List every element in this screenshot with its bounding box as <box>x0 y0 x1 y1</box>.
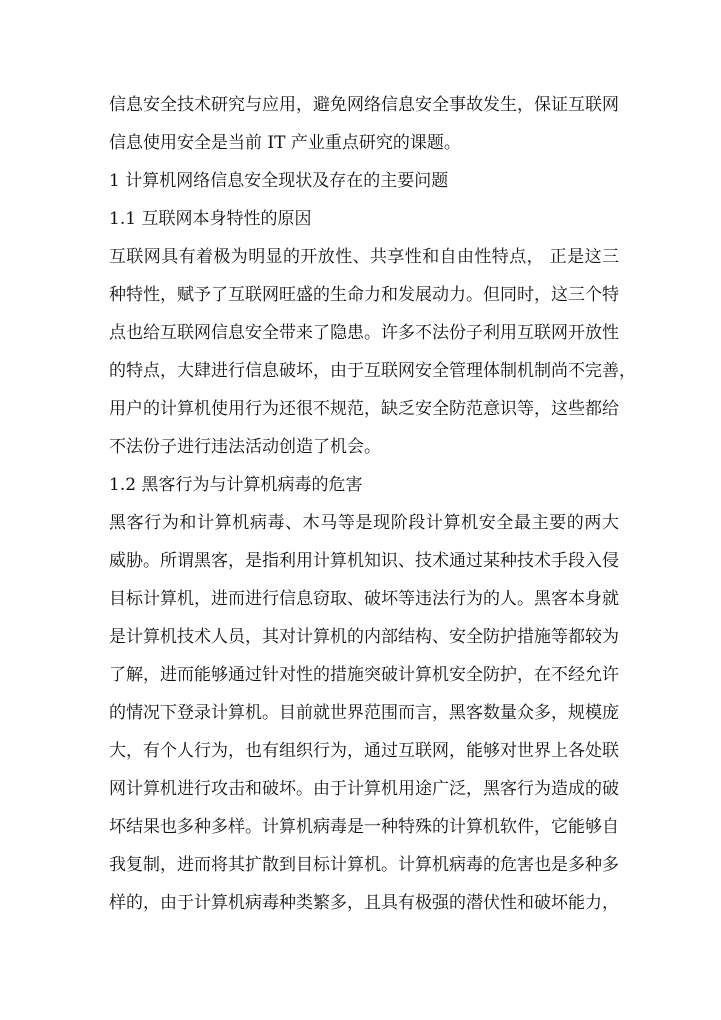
section-heading: 1 计算机网络信息安全现状及存在的主要问题 <box>109 171 449 191</box>
text-line: 信息使用安全是当前 IT 产业重点研究的课题。 <box>109 133 461 153</box>
subsection-heading: 1.2 黑客行为与计算机病毒的危害 <box>109 475 363 495</box>
text-line: 我复制，进而将其扩散到目标计算机。计算机病毒的危害也是多种多 <box>109 855 619 875</box>
text-line: 用户的计算机使用行为还很不规范，缺乏安全防范意识等，这些都给 <box>109 399 619 419</box>
text-line: 的情况下登录计算机。目前就世界范围而言，黑客数量众多，规模庞 <box>109 703 619 723</box>
text-line: 的特点，大肆进行信息破坏，由于互联网安全管理体制机制尚不完善， <box>109 361 636 381</box>
text-line: 是计算机技术人员，其对计算机的内部结构、安全防护措施等都较为 <box>109 627 619 647</box>
text-line: 网计算机进行攻击和破坏。由于计算机用途广泛，黑客行为造成的破 <box>109 779 619 799</box>
text-line: 目标计算机，进而进行信息窃取、破坏等违法行为的人。黑客本身就 <box>109 589 619 609</box>
text-line: 点也给互联网信息安全带来了隐患。许多不法份子利用互联网开放性 <box>109 323 619 343</box>
subsection-heading: 1.1 互联网本身特性的原因 <box>109 209 312 229</box>
text-line: 了解，进而能够通过针对性的措施突破计算机安全防护，在不经允许 <box>109 665 619 685</box>
text-line: 坏结果也多种多样。计算机病毒是一种特殊的计算机软件，它能够自 <box>109 817 619 837</box>
text-line: 种特性，赋予了互联网旺盛的生命力和发展动力。但同时，这三个特 <box>109 285 619 305</box>
text-line: 大，有个人行为，也有组织行为，通过互联网，能够对世界上各处联 <box>109 741 619 761</box>
text-line: 不法份子进行违法活动创造了机会。 <box>109 437 381 457</box>
text-line: 互联网具有着极为明显的开放性、共享性和自由性特点， 正是这三 <box>109 247 619 267</box>
text-line: 黑客行为和计算机病毒、木马等是现阶段计算机安全最主要的两大 <box>109 513 619 533</box>
text-line: 样的，由于计算机病毒种类繁多，且具有极强的潜伏性和破坏能力， <box>109 893 619 913</box>
text-line: 信息安全技术研究与应用，避免网络信息安全事故发生，保证互联网 <box>109 95 619 115</box>
text-line: 威胁。所谓黑客，是指利用计算机知识、技术通过某种技术手段入侵 <box>109 551 619 571</box>
